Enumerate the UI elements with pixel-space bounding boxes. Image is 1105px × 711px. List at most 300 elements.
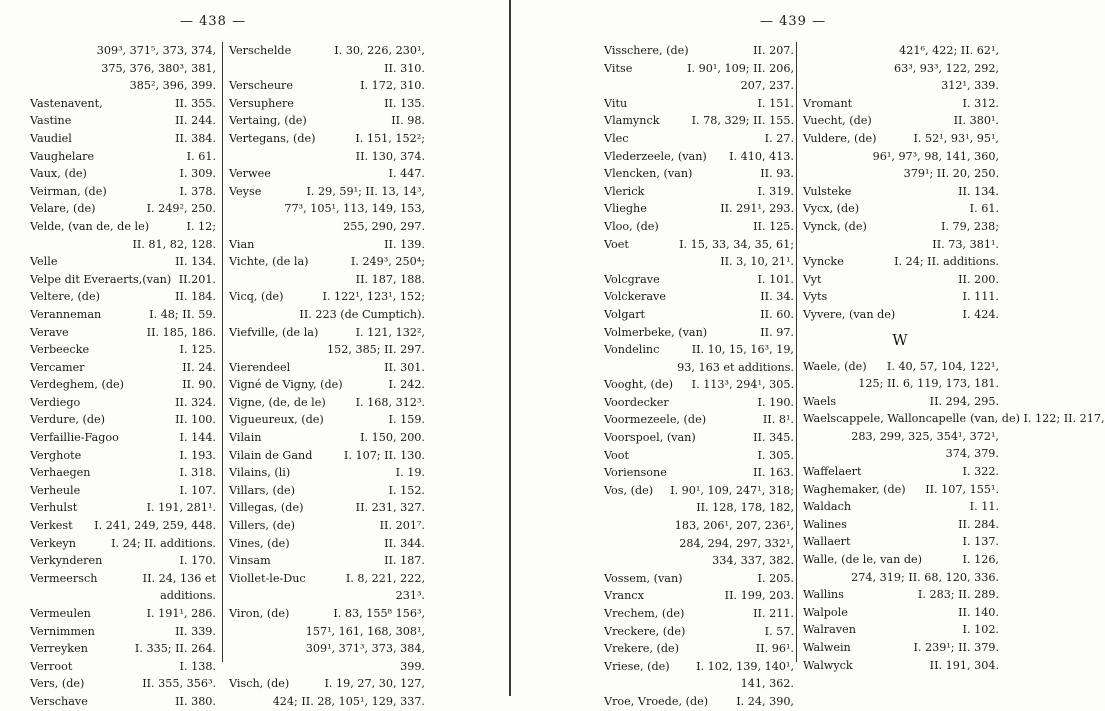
- entry-reference: I. 172, 310.: [360, 79, 425, 93]
- entry-continuation: 283, 299, 325, 354¹, 372¹,: [851, 429, 999, 443]
- index-entry: [229, 535, 425, 553]
- entry-name: Vernimmen: [30, 624, 95, 638]
- entry-continuation: II. 73, 381¹.: [932, 237, 999, 251]
- entry-reference: I. 83, 155⁸ 156³,: [333, 607, 425, 620]
- page-number: — 438 —: [180, 14, 247, 29]
- entry-continuation: 63³, 93³, 122, 292,: [893, 61, 999, 75]
- index-entry: [229, 447, 425, 465]
- entry-continuation: 421⁶, 422; II. 62¹,: [899, 44, 999, 57]
- entry-reference: I. 191¹, 286.: [146, 607, 216, 620]
- index-entry: [803, 621, 999, 639]
- entry-name: Voriensone: [604, 466, 667, 480]
- entry-name: Vlencken, (van): [604, 167, 693, 181]
- entry-name: Vertaing, (de): [229, 114, 307, 128]
- entry-name: Vichte, (de la): [229, 255, 309, 269]
- entry-name: Vines, (de): [229, 536, 290, 550]
- entry-name: Verave: [30, 325, 69, 339]
- entry-name: Verfaillie-Fagoo: [30, 431, 119, 445]
- entry-name: Verschelde: [229, 44, 292, 57]
- entry-reference: II. 344.: [384, 536, 425, 550]
- entry-reference: (van, de) I. 122; II. 217,: [970, 412, 1105, 426]
- entry-name: Waldach: [803, 500, 852, 514]
- entry-reference: II. 207.: [753, 44, 794, 57]
- entry-continuation: 77³, 105¹, 113, 149, 153,: [284, 202, 425, 216]
- entry-continuation: 125; II. 6, 119, 173, 181.: [858, 377, 999, 391]
- index-entry: [803, 306, 999, 324]
- entry-reference: II. 244.: [175, 114, 216, 128]
- index-entry: [30, 570, 216, 605]
- index-entry: [30, 271, 216, 289]
- index-entry: [30, 112, 216, 130]
- index-entry: [604, 482, 794, 570]
- index-entry: [604, 658, 794, 693]
- entry-reference: II.201.: [178, 272, 216, 286]
- index-entry: [803, 288, 999, 306]
- index-entry: [604, 429, 794, 447]
- entry-reference: I. 144.: [179, 431, 216, 445]
- entry-name: Vossem, (van): [604, 571, 683, 585]
- index-entry: [229, 675, 425, 710]
- index-entry: [30, 376, 216, 394]
- index-entry: [30, 341, 216, 359]
- entry-name: Vermeersch: [30, 571, 98, 585]
- index-entry: [30, 183, 216, 201]
- entry-name: Vastenavent,: [30, 96, 103, 110]
- entry-reference: II. 60.: [760, 307, 794, 321]
- entry-name: Vinsam: [229, 554, 271, 568]
- index-entry: [604, 60, 794, 95]
- entry-reference: I. 151, 152²;: [355, 131, 425, 145]
- index-entry: [30, 306, 216, 324]
- page-number: — 439 —: [760, 14, 827, 29]
- entry-name: Vermeulen: [30, 607, 91, 620]
- entry-reference: I. 11.: [969, 500, 999, 514]
- entry-reference: I. 424.: [962, 307, 999, 321]
- entry-continuation: 207, 237.: [740, 79, 794, 93]
- index-entry: [803, 586, 999, 604]
- index-entry: [604, 236, 794, 271]
- entry-reference: II. 24.: [182, 360, 216, 374]
- index-entry: [30, 552, 216, 570]
- entry-name: Verscheure: [229, 79, 294, 93]
- entry-name: Vrancx: [604, 589, 644, 603]
- entry-name: Velle: [30, 255, 58, 269]
- entry-name: Veirman, (de): [30, 184, 107, 198]
- entry-reference: I. 309.: [179, 167, 216, 181]
- index-entry: [604, 288, 794, 306]
- entry-reference: II. 139.: [384, 237, 425, 251]
- entry-name: Volmerbeke, (van): [604, 325, 708, 339]
- entry-continuation: 385², 396, 399.: [129, 79, 216, 93]
- entry-name: Vastine: [30, 114, 72, 128]
- entry-name: Vos, (de): [604, 483, 654, 497]
- index-entry: [803, 42, 999, 95]
- index-entry: [30, 42, 216, 95]
- entry-name: Vrechem, (de): [604, 607, 685, 620]
- index-entry: [604, 411, 794, 429]
- entry-reference: I. 239¹; II. 379.: [913, 641, 999, 654]
- entry-name: Voot: [604, 448, 630, 462]
- index-column-2: [222, 42, 425, 708]
- index-entry: [803, 112, 999, 130]
- index-entry: [229, 394, 425, 412]
- index-entry: [229, 112, 425, 130]
- index-entry: [30, 535, 216, 553]
- entry-reference: I. 19.: [395, 466, 425, 480]
- entry-reference: II. 107, 155¹.: [925, 482, 999, 496]
- index-entry: [604, 112, 794, 130]
- entry-reference: I. 107.: [179, 483, 216, 497]
- entry-reference: II. 90.: [182, 378, 216, 392]
- entry-reference: I. 150, 200.: [360, 431, 425, 445]
- entry-name: Viollet-le-Duc: [229, 571, 306, 585]
- entry-reference: II. 355.: [175, 96, 216, 110]
- entry-reference: I. 305.: [757, 448, 794, 462]
- entry-reference: I. 12;: [186, 219, 216, 233]
- entry-name: Walpole: [803, 605, 848, 619]
- entry-name: Villers, (de): [229, 519, 295, 533]
- entry-name: Vlederzeele, (van): [604, 149, 707, 163]
- entry-reference: I. 322.: [962, 465, 999, 479]
- index-entry: [803, 393, 999, 411]
- entry-name: Vondelinc: [604, 343, 660, 357]
- entry-name: Walines: [803, 517, 847, 531]
- entry-reference: I. 205.: [757, 571, 794, 585]
- index-entry: [604, 218, 794, 236]
- index-entry: [229, 570, 425, 605]
- entry-name: Velare, (de): [30, 202, 96, 216]
- entry-name: Verwee: [229, 167, 271, 181]
- entry-continuation: 374, 379.: [945, 447, 999, 461]
- index-entry: [30, 95, 216, 113]
- index-entry: [30, 693, 216, 711]
- entry-reference: II. 339.: [175, 624, 216, 638]
- entry-name: Verdiego: [30, 395, 81, 409]
- entry-reference: I. 79, 238;: [940, 219, 999, 233]
- entry-name: Vuldere, (de): [803, 131, 877, 145]
- index-entry: [229, 552, 425, 570]
- entry-name: Waffelaert: [803, 465, 862, 479]
- entry-reference: I. 102.: [962, 623, 999, 637]
- entry-name: Verreyken: [30, 642, 88, 656]
- index-entry: [803, 130, 999, 183]
- entry-name: Vreckere, (de): [604, 624, 686, 638]
- entry-reference: I. 241, 249, 259, 448.: [94, 519, 216, 533]
- entry-name: Walwyck: [803, 658, 853, 672]
- entry-reference: I. 24, 390,: [736, 694, 794, 708]
- index-entry: [229, 42, 425, 77]
- index-entry: [803, 481, 999, 499]
- entry-reference: II. 140.: [958, 605, 999, 619]
- entry-reference: I. 113³, 294¹, 305.: [691, 378, 794, 392]
- index-entry: [229, 288, 425, 323]
- entry-reference: II. 100.: [175, 413, 216, 427]
- entry-name: Voorspoel, (van): [604, 431, 696, 445]
- index-entry: [803, 218, 999, 253]
- entry-reference: II. 184.: [175, 290, 216, 304]
- entry-reference: II. 185, 186.: [146, 325, 216, 339]
- entry-reference: I. 29, 59¹; II. 13, 14³,: [306, 184, 425, 198]
- entry-reference: I. 8, 221, 222,: [345, 571, 425, 585]
- entry-continuation: II. 223 (de Cumptich).: [299, 307, 425, 321]
- entry-reference: II. 134.: [175, 255, 216, 269]
- entry-reference: I. 101.: [757, 272, 794, 286]
- entry-reference: I. 159.: [388, 413, 425, 427]
- entry-name: Volcgrave: [604, 272, 660, 286]
- entry-name: Vycx, (de): [803, 202, 860, 216]
- entry-continuation: II. 3, 10, 21¹.: [720, 255, 794, 269]
- entry-continuation: 375, 376, 380³, 381,: [101, 61, 216, 75]
- index-entry: [604, 200, 794, 218]
- entry-reference: I. 15, 33, 34, 35, 61;: [679, 237, 794, 251]
- entry-continuation: 255, 290, 297.: [343, 219, 425, 233]
- entry-reference: II. 291¹, 293.: [720, 202, 794, 216]
- entry-name: Verheule: [30, 483, 81, 497]
- index-entry: [803, 657, 999, 675]
- entry-name: Versuphere: [229, 96, 294, 110]
- entry-name: Waele, (de): [803, 359, 867, 373]
- index-entry: [604, 587, 794, 605]
- entry-reference: I. 24; II. additions.: [111, 536, 216, 550]
- index-entry: [229, 464, 425, 482]
- entry-name: Vaughelare: [30, 149, 95, 163]
- index-entry: [803, 498, 999, 516]
- index-entry: [30, 623, 216, 641]
- entry-name: Volgart: [604, 307, 646, 321]
- entry-reference: II. 324.: [175, 395, 216, 409]
- index-entry: [30, 411, 216, 429]
- entry-name: Vyts: [803, 290, 828, 304]
- index-entry: [604, 376, 794, 394]
- entry-name: Vulsteke: [803, 184, 852, 198]
- entry-reference: I. 168, 312³.: [355, 395, 425, 409]
- index-entry: [30, 394, 216, 412]
- index-entry: [229, 482, 425, 500]
- index-entry: [30, 429, 216, 447]
- index-entry: [30, 130, 216, 148]
- entry-continuation: 312¹, 339.: [941, 79, 999, 93]
- index-entry: [604, 183, 794, 201]
- entry-continuation: 379¹; II. 20, 250.: [903, 167, 999, 181]
- entry-reference: II. 211.: [753, 607, 794, 620]
- entry-reference: I. 152.: [388, 483, 425, 497]
- entry-reference: II. 301.: [384, 360, 425, 374]
- entry-name: Volckerave: [604, 290, 666, 304]
- entry-name: Vilains, (li): [229, 466, 291, 480]
- entry-name: Voet: [604, 237, 629, 251]
- index-entry: [604, 148, 794, 166]
- index-entry: [803, 463, 999, 481]
- index-entry: [604, 42, 794, 60]
- entry-reference: I. 378.: [179, 184, 216, 198]
- entry-name: Villars, (de): [229, 483, 295, 497]
- entry-reference: I. 190.: [757, 395, 794, 409]
- index-entry: [30, 658, 216, 676]
- index-entry: [803, 639, 999, 657]
- index-entry: [803, 271, 999, 289]
- entry-reference: I. 57.: [764, 624, 794, 638]
- index-entry: [604, 130, 794, 148]
- entry-name: Waghemaker, (de): [803, 482, 906, 496]
- entry-name: Vriese, (de): [604, 659, 670, 673]
- entry-reference: I. 78, 329; II. 155.: [691, 114, 794, 128]
- entry-name: Visch, (de): [229, 677, 290, 691]
- entry-continuation: II. 130, 374.: [355, 149, 425, 163]
- entry-continuation: 424; II. 28, 105¹, 129, 337.: [272, 694, 425, 708]
- entry-name: Vuecht, (de): [803, 114, 872, 128]
- entry-continuation: additions.: [160, 589, 216, 603]
- entry-name: Verbeecke: [30, 343, 90, 357]
- index-entry: [229, 130, 425, 165]
- entry-name: Waels: [803, 394, 837, 408]
- entry-reference: II. 345.: [753, 431, 794, 445]
- index-entry: [229, 376, 425, 394]
- index-entry: [803, 604, 999, 622]
- entry-name: Vertegans, (de): [229, 131, 316, 145]
- index-entry: [803, 358, 999, 393]
- book-gutter: [509, 0, 511, 696]
- index-entry: [803, 95, 999, 113]
- entry-continuation: 274, 319; II. 68, 120, 336.: [851, 570, 999, 584]
- entry-reference: II. 187.: [384, 554, 425, 568]
- entry-reference: I. 48; II. 59.: [149, 307, 216, 321]
- entry-name: Vierendeel: [229, 360, 291, 374]
- right-page: [512, 0, 1105, 708]
- index-entry: [604, 693, 794, 711]
- index-entry: [604, 271, 794, 289]
- entry-reference: II. 355, 356³.: [142, 677, 216, 691]
- entry-name: Vynck, (de): [803, 219, 867, 233]
- entry-reference: I. 151.: [757, 96, 794, 110]
- entry-reference: I. 249², 250.: [146, 202, 216, 216]
- entry-name: Vigueureux, (de): [229, 413, 324, 427]
- entry-name: Vian: [229, 237, 255, 251]
- index-entry: [30, 200, 216, 218]
- index-entry: [803, 410, 1105, 463]
- index-entry: [30, 165, 216, 183]
- index-entry: [604, 605, 794, 623]
- index-column-1: [604, 42, 794, 711]
- entry-continuation: 231³.: [395, 589, 425, 603]
- entry-continuation: 157¹, 161, 168, 308¹,: [305, 624, 425, 638]
- entry-name: Velpe dit Everaerts,(van): [30, 272, 172, 286]
- index-entry: [803, 533, 999, 551]
- entry-name: Vyvere, (van de): [803, 307, 896, 321]
- entry-reference: II. 97.: [760, 325, 794, 339]
- entry-name: Vrekere, (de): [604, 642, 680, 656]
- entry-reference: II. 125.: [753, 219, 794, 233]
- entry-reference: II. 135.: [384, 96, 425, 110]
- entry-name: Vaudiel: [30, 131, 72, 145]
- index-column-2: [796, 42, 1105, 672]
- entry-reference: II. 294, 295.: [929, 394, 999, 408]
- entry-name: Vromant: [803, 96, 853, 110]
- entry-reference: I. 447.: [388, 167, 425, 181]
- entry-reference: I. 111.: [962, 290, 999, 304]
- entry-reference: I. 249³, 250⁴;: [350, 255, 425, 269]
- entry-reference: II. 93.: [760, 167, 794, 181]
- index-entry: [229, 359, 425, 377]
- index-entry: [229, 165, 425, 183]
- entry-continuation: II. 310.: [384, 61, 425, 75]
- entry-reference: II. 200.: [958, 272, 999, 286]
- index-entry: [229, 236, 425, 254]
- entry-reference: I. 61.: [186, 149, 216, 163]
- index-entry: [229, 253, 425, 288]
- left-page: [0, 0, 508, 708]
- entry-name: Verkest: [30, 519, 73, 533]
- index-entry: [803, 200, 999, 218]
- index-entry: [30, 324, 216, 342]
- index-entry: [30, 218, 216, 253]
- index-entry: [30, 447, 216, 465]
- entry-name: Vitu: [604, 96, 628, 110]
- index-entry: [604, 623, 794, 641]
- entry-reference: I. 312.: [962, 96, 999, 110]
- entry-continuation: II. 187, 188.: [355, 272, 425, 286]
- entry-reference: I. 242.: [388, 378, 425, 392]
- entry-continuation: II. 128, 178, 182,: [696, 501, 794, 515]
- entry-name: Villegas, (de): [229, 501, 304, 515]
- entry-name: Verghote: [30, 448, 82, 462]
- entry-name: Walwein: [803, 641, 851, 654]
- entry-reference: I. 40, 57, 104, 122¹,: [886, 359, 999, 373]
- entry-name: Vitse: [604, 61, 633, 75]
- entry-reference: II. 191, 304.: [929, 658, 999, 672]
- entry-name: Voormezeele, (de): [604, 413, 707, 427]
- index-entry: [803, 253, 999, 271]
- entry-name: Vilain de Gand: [229, 448, 313, 462]
- index-entry: [30, 253, 216, 271]
- index-entry: [30, 482, 216, 500]
- entry-name: Vloo, (de): [604, 219, 659, 233]
- entry-name: Wallins: [803, 588, 844, 602]
- entry-name: Verschave: [30, 694, 88, 708]
- index-entry: [30, 499, 216, 517]
- entry-reference: II. 8¹.: [762, 413, 794, 427]
- entry-reference: II. 201⁷.: [379, 519, 425, 533]
- entry-reference: II. 231, 327.: [355, 501, 425, 515]
- entry-name: Vicq, (de): [229, 290, 284, 304]
- index-entry: [30, 605, 216, 623]
- entry-name: Vroe, Vroede, (de): [604, 694, 709, 708]
- entry-reference: I. 318.: [179, 466, 216, 480]
- entry-name: Vlamynck: [604, 114, 660, 128]
- index-entry: [604, 464, 794, 482]
- entry-reference: II. 134.: [958, 184, 999, 198]
- entry-reference: I. 121, 132²,: [355, 325, 425, 339]
- index-column-1: [30, 42, 216, 711]
- entry-reference: II. 98.: [391, 114, 425, 128]
- entry-name: Vlec: [604, 131, 629, 145]
- entry-name: Veyse: [229, 184, 262, 198]
- entry-reference: I. 52¹, 93¹, 95¹,: [913, 131, 999, 145]
- entry-name: Vilain: [229, 431, 262, 445]
- index-entry: [803, 516, 999, 534]
- entry-name: Verroot: [30, 659, 73, 673]
- entry-name: Visschere, (de): [604, 44, 689, 57]
- entry-continuation: 309³, 371⁵, 373, 374,: [96, 44, 216, 57]
- index-entry: [604, 394, 794, 412]
- entry-name: Voordecker: [604, 395, 669, 409]
- entry-continuation: 183, 206¹, 207, 236¹,: [674, 519, 794, 533]
- entry-reference: I. 125.: [179, 343, 216, 357]
- section-letter: W: [892, 330, 910, 349]
- index-entry: [229, 183, 425, 236]
- entry-reference: I. 61.: [969, 202, 999, 216]
- index-entry: [604, 570, 794, 588]
- entry-reference: I. 170.: [179, 554, 216, 568]
